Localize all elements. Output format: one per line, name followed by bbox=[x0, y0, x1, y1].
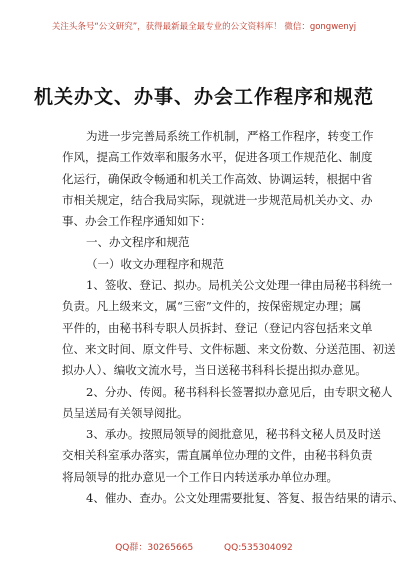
body-line: 4、催办、查办。公文处理需要批复、答复、报告结果的请示、 bbox=[86, 491, 404, 506]
body-line: 位、来文时间、原文件号、文件标题、来文份数、分送范围、初送 bbox=[62, 341, 396, 356]
body-line: 市相关规定，结合我局实际，现就进一步规范局机关办文、办 bbox=[62, 192, 373, 207]
body-line: 2、分办、传阅。秘书科科长签署拟办意见后，由专职文秘人 bbox=[86, 384, 393, 399]
qq-text: QQ:535304092 bbox=[224, 543, 293, 553]
body-line: 3、承办。按照局领导的阅批意见，秘书科文秘人员及时送 bbox=[86, 427, 381, 442]
body-line: 化运行，确保政令畅通和机关工作高效、协调运转，根据中省 bbox=[62, 171, 373, 186]
body-line: 拟办人）、编收文流水号，当日送秘书科科长提出拟办意见。 bbox=[62, 363, 367, 378]
contact-footer bbox=[0, 540, 408, 553]
body-line: 负责。凡上级来文，属“三密”文件的，按保密规定办理；属 bbox=[62, 299, 362, 314]
body-line: 作风，提高工作效率和服务水平，促进各项工作规范化、制度 bbox=[62, 150, 373, 165]
section-heading: 一、办文程序和规范 bbox=[86, 235, 190, 250]
body-line: 1、签收、登记、拟办。局机关公文处理一律由局秘书科统一 bbox=[86, 278, 393, 293]
body-line: 交相关科室承办落实，需直属单位办理的文件，由秘书科负责 bbox=[62, 448, 373, 463]
body-line: 平件的，由秘书科专职人员拆封、登记（登记内容包括来文单 bbox=[62, 320, 373, 335]
body-line: 事、办会工作程序通知如下： bbox=[62, 214, 212, 229]
document-body bbox=[62, 126, 404, 509]
document-title: 机关办文、办事、办会工作程序和规范 bbox=[33, 86, 374, 108]
body-line: 为进一步完善局系统工作机制，严格工作程序，转变工作 bbox=[86, 129, 374, 143]
qq-group-text: QQ群：30265665 bbox=[115, 543, 194, 553]
subsection-heading: （一）收文办理程序和规范 bbox=[86, 256, 224, 271]
promo-header: 关注头条号“公文研究”，获得最新最全最专业的公文资料库！ 微信：gongwenyj bbox=[51, 22, 357, 32]
body-line: 将局领导的批办意见一个工作日内转送承办单位办理。 bbox=[62, 469, 338, 484]
body-line: 员呈送局有关领导阅批。 bbox=[62, 405, 189, 420]
